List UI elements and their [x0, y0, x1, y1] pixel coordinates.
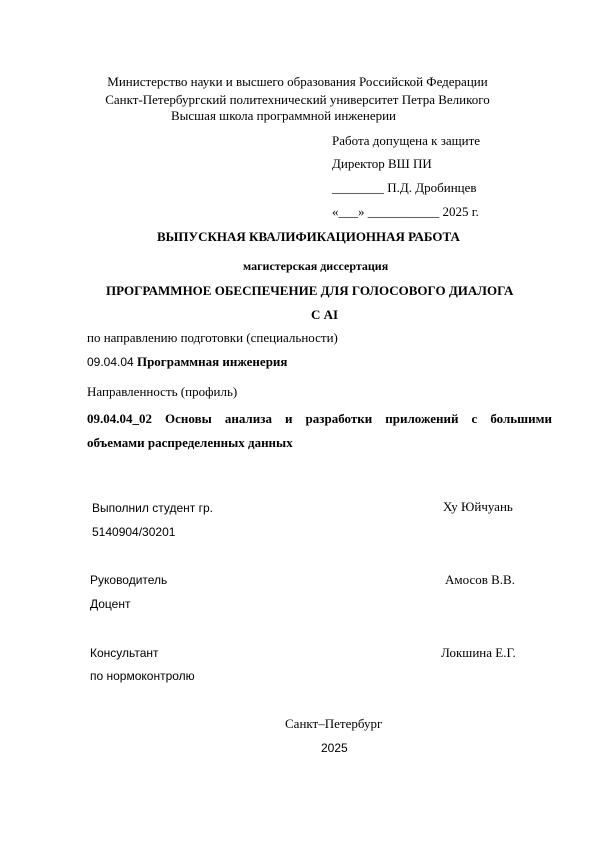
student-group: 5140904/30201: [92, 525, 176, 539]
supervisor-title: Доцент: [90, 597, 131, 611]
direction-line: [87, 354, 287, 370]
profile-line-1: 09.04.04_02 Основы анализа и разработки приложений с большими: [87, 411, 552, 426]
direction-code: 09.04.04: [87, 355, 134, 369]
student-label: Выполнил студент гр.: [92, 501, 213, 515]
consultant-sub: по нормоконтролю: [90, 669, 195, 683]
footer-city: Санкт–Петербург: [285, 716, 383, 731]
profile-line-2: объемами распределенных данных: [87, 435, 293, 450]
work-type-heading: ВЫПУСКНАЯ КВАЛИФИКАЦИОННАЯ РАБОТА: [157, 229, 460, 244]
supervisor-label: Руководитель: [90, 573, 168, 587]
profile-label: Направленность (профиль): [87, 384, 238, 399]
approval-line-3: ________ П.Д. Дробинцев: [332, 180, 477, 195]
work-subtype: магистерская диссертация: [243, 259, 389, 273]
student-name: Ху Юйчуань: [443, 499, 513, 514]
approval-line-2: Директор ВШ ПИ: [332, 156, 432, 171]
footer-year: 2025: [321, 741, 348, 755]
approval-line-4: «___» ___________ 2025 г.: [332, 204, 479, 219]
ministry-line: Министерство науки и высшего образования Российской Федерации: [107, 74, 488, 89]
direction-name: Программная инженерия: [136, 354, 288, 369]
approval-line-1: Работа допущена к защите: [332, 133, 481, 148]
consultant-label: Консультант: [90, 646, 159, 660]
university-line: Санкт-Петербургский политехнический университет Петра Великого: [105, 92, 490, 107]
school-line: Высшая школа программной инженерии: [171, 108, 396, 123]
direction-label: по направлению подготовки (специальности): [87, 330, 338, 345]
topic-line-1: ПРОГРАММНОЕ ОБЕСПЕЧЕНИЕ ДЛЯ ГОЛОСОВОГО ДИАЛОГА: [106, 283, 514, 298]
consultant-name: Локшина Е.Г.: [441, 645, 516, 660]
supervisor-name: Амосов В.В.: [445, 572, 515, 587]
topic-line-2: С AI: [311, 307, 339, 322]
